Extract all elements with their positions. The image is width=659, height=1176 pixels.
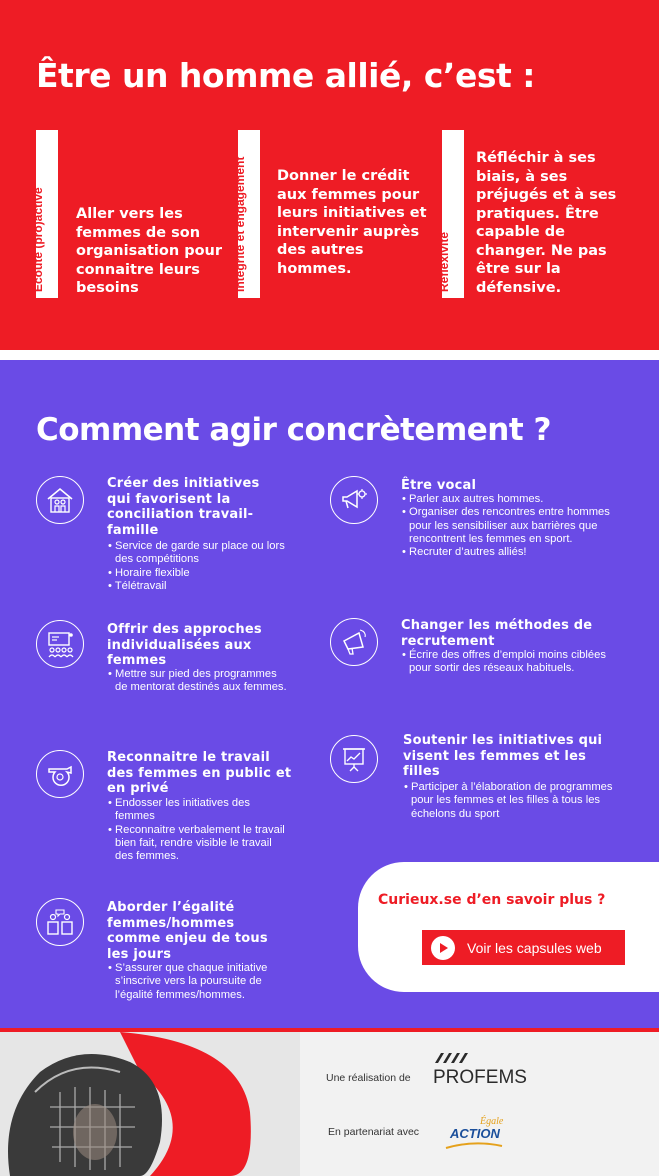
whistle-icon [36, 750, 84, 798]
action-bullets [107, 797, 292, 863]
action-text: ACTION [450, 1126, 500, 1141]
partenariat-label: En partenariat avec [328, 1126, 420, 1138]
action-bullets [107, 540, 292, 593]
profems-wordmark: PROFEMS [433, 1067, 527, 1088]
megaphone-icon [330, 618, 378, 666]
action-bullets [401, 493, 623, 559]
presentation-chart-icon [330, 735, 378, 783]
bullet: • Organiser des rencontres entre hommes pour les sensibiliser aux barrières que rencontrent les femmes en sport. [402, 506, 610, 545]
action-bullets [403, 781, 618, 821]
button-label: Voir les capsules web [467, 939, 602, 956]
realisation-label: Une réalisation de [326, 1072, 411, 1084]
action-title: Changer les méthodes de recrutement [401, 618, 593, 649]
action-bullets [107, 668, 292, 695]
bullet: • Endosser les initiatives des femmes [108, 797, 250, 823]
divider [0, 350, 659, 360]
bullet: • Horaire flexible [108, 566, 190, 579]
bullet: • Service de garde sur place ou lors des compétitions [108, 540, 285, 566]
quality-text: Donner le crédit aux femmes pour leurs initiatives et intervenir auprès des autres hommes. [277, 168, 427, 277]
action-title: Créer des initiatives qui favorisent la conciliation travail-famille [107, 476, 260, 538]
web-capsules-button[interactable] [422, 930, 625, 965]
action-bullets [401, 649, 616, 676]
hockey-player-image [0, 1032, 300, 1176]
cta-panel [358, 862, 659, 992]
bullet: • Participer à l’élaboration de programmes pour les femmes et les filles à tous les échelons du sport [404, 781, 613, 820]
bullet: • S’assurer que chaque initiative s’inscrive vers la poursuite de l’égalité femmes/hommes. [108, 962, 268, 1001]
quality-label-bar [31, 130, 58, 298]
action-title: Aborder l’égalité femmes/hommes comme enjeu de tous les jours [107, 900, 268, 962]
section-title: Comment agir concrètement ? [36, 412, 551, 448]
egale-text: Égale [480, 1116, 504, 1127]
footer [0, 1028, 659, 1176]
bullet: • Parler aux autres hommes. [402, 493, 544, 505]
quality-text: Réfléchir à ses biais, à ses préjugés et à ses pratiques. Être capable de changer. Ne pas être sur la défensive. [476, 150, 617, 296]
bullet: • Télétravail [108, 579, 167, 592]
action-title: Offrir des approches individualisées aux femmes [107, 622, 262, 668]
megaphone-gear-icon [330, 476, 378, 524]
bullet: • Mettre sur pied des programmes de mentorat destinés aux femmes. [108, 668, 287, 694]
page-title: Être un homme allié, c’est : [36, 56, 535, 95]
quality-label: Réflexivité [437, 231, 451, 292]
profems-mark-icon [433, 1051, 473, 1065]
action-bullets [107, 962, 287, 1002]
action-title: Être vocal [401, 478, 477, 493]
bullet: • Reconnaitre verbalement le travail bien fait, rendre visible le travail des femmes. [108, 823, 285, 863]
quality-text: Aller vers les femmes de son organisation pour connaitre leurs besoins [76, 206, 223, 296]
profems-logo [433, 1050, 527, 1089]
quality-label: Intégrité et engagement [233, 156, 247, 292]
bullet: • Recruter d’autres alliés! [402, 546, 527, 559]
family-house-icon [36, 476, 84, 524]
bullet: • Écrire des offres d’emploi moins ciblées pour sortir des réseaux habituels. [402, 649, 606, 675]
quality-label-bar [437, 130, 464, 298]
podium-speakers-icon [36, 898, 84, 946]
action-title: Soutenir les initiatives qui visent les femmes et les filles [403, 733, 603, 779]
quality-label-bar [233, 130, 260, 298]
swoosh-icon [444, 1142, 504, 1152]
play-icon [431, 936, 455, 960]
quality-label: Écoute (pro)active [31, 187, 45, 292]
cta-title: Curieux.se d’en savoir plus ? [378, 892, 606, 908]
action-title: Reconnaitre le travail des femmes en public et en privé [107, 750, 292, 796]
mentoring-board-icon [36, 620, 84, 668]
egale-action-logo [440, 1116, 515, 1156]
